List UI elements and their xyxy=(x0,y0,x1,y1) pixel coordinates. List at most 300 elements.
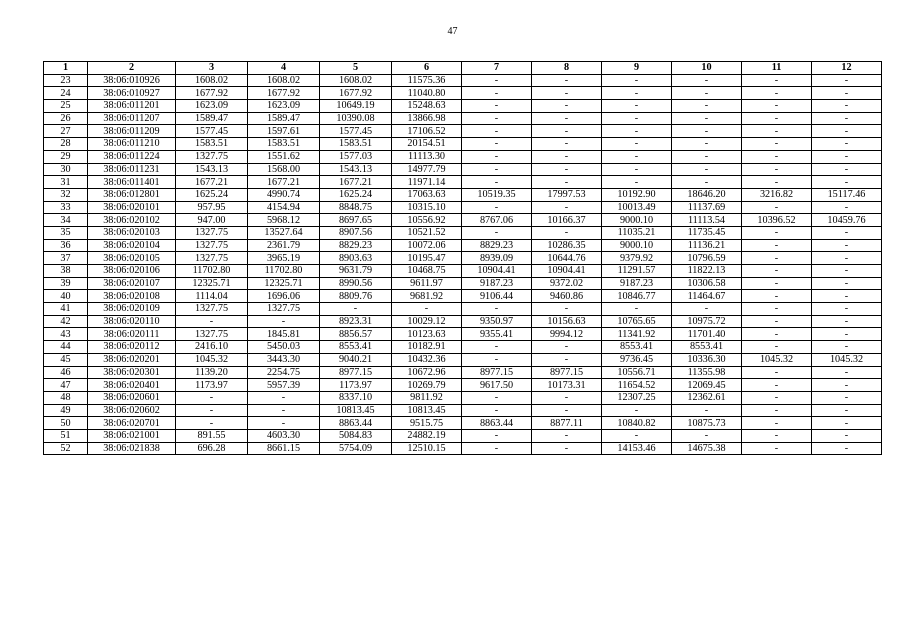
table-cell: 13527.64 xyxy=(248,226,320,239)
table-cell: 10840.82 xyxy=(602,417,672,430)
table-cell: - xyxy=(742,226,812,239)
table-row xyxy=(44,163,882,176)
table-cell: - xyxy=(462,125,532,138)
table-cell: - xyxy=(812,87,882,100)
table-cell: 4990.74 xyxy=(248,188,320,201)
table-cell: 10390.08 xyxy=(320,112,392,125)
table-cell: - xyxy=(742,328,812,341)
table-cell: 5968.12 xyxy=(248,214,320,227)
table-cell: 1551.62 xyxy=(248,150,320,163)
table-cell: 10029.12 xyxy=(392,315,462,328)
table-cell: 1583.51 xyxy=(320,138,392,151)
table-cell: - xyxy=(602,163,672,176)
table-cell: 1608.02 xyxy=(176,74,248,87)
table-cell: - xyxy=(742,265,812,278)
table-cell: 10269.79 xyxy=(392,379,462,392)
table-cell: 9040.21 xyxy=(320,353,392,366)
table-cell: 10556.71 xyxy=(602,366,672,379)
table-cell: 38:06:020108 xyxy=(88,290,176,303)
table-cell: 9000.10 xyxy=(602,214,672,227)
table-cell: 34 xyxy=(44,214,88,227)
table-cell: 3216.82 xyxy=(742,188,812,201)
table-cell: 9994.12 xyxy=(532,328,602,341)
table-cell: 12325.71 xyxy=(176,277,248,290)
table-cell: - xyxy=(462,442,532,455)
table-row xyxy=(44,239,882,252)
table-cell: - xyxy=(602,125,672,138)
table-cell: 8553.41 xyxy=(320,341,392,354)
table-cell: 10644.76 xyxy=(532,252,602,265)
table-cell: 10846.77 xyxy=(602,290,672,303)
table-cell: 11291.57 xyxy=(602,265,672,278)
table-cell: 11137.69 xyxy=(672,201,742,214)
table-cell: - xyxy=(602,404,672,417)
table-cell: 38:06:020107 xyxy=(88,277,176,290)
table-cell: 14153.46 xyxy=(602,442,672,455)
table-cell: 11464.67 xyxy=(672,290,742,303)
table-cell: 5957.39 xyxy=(248,379,320,392)
table-cell: - xyxy=(532,138,602,151)
table-cell: - xyxy=(812,442,882,455)
table-cell: 10556.92 xyxy=(392,214,462,227)
table-cell: 1173.97 xyxy=(320,379,392,392)
table-cell: 1045.32 xyxy=(176,353,248,366)
table-row xyxy=(44,125,882,138)
table-cell: 33 xyxy=(44,201,88,214)
table-cell: 10796.59 xyxy=(672,252,742,265)
column-header: 3 xyxy=(176,62,248,75)
table-cell: - xyxy=(532,100,602,113)
table-cell: 15248.63 xyxy=(392,100,462,113)
table-cell: - xyxy=(742,315,812,328)
table-cell: - xyxy=(602,138,672,151)
column-header: 4 xyxy=(248,62,320,75)
table-cell: 11822.13 xyxy=(672,265,742,278)
table-cell: 1696.06 xyxy=(248,290,320,303)
table-cell: 8977.15 xyxy=(320,366,392,379)
table-cell: 1173.97 xyxy=(176,379,248,392)
table-cell: 957.95 xyxy=(176,201,248,214)
table-cell: 10013.49 xyxy=(602,201,672,214)
table-cell: - xyxy=(812,277,882,290)
table-cell: 1589.47 xyxy=(248,112,320,125)
table-cell: - xyxy=(672,163,742,176)
table-cell: - xyxy=(532,163,602,176)
table-cell: - xyxy=(672,74,742,87)
table-cell: - xyxy=(462,163,532,176)
table-cell: 8661.15 xyxy=(248,442,320,455)
table-cell: 38 xyxy=(44,265,88,278)
table-cell: 38:06:020112 xyxy=(88,341,176,354)
table-cell: 11971.14 xyxy=(392,176,462,189)
table-cell: 1677.92 xyxy=(176,87,248,100)
table-row xyxy=(44,138,882,151)
table-cell: 38:06:020111 xyxy=(88,328,176,341)
table-cell: 1583.51 xyxy=(176,138,248,151)
table-cell: 8863.44 xyxy=(462,417,532,430)
table-cell: 10156.63 xyxy=(532,315,602,328)
column-header: 8 xyxy=(532,62,602,75)
table-cell: 10813.45 xyxy=(320,404,392,417)
table-cell: 8903.63 xyxy=(320,252,392,265)
table-cell: 10765.65 xyxy=(602,315,672,328)
table-cell: - xyxy=(672,112,742,125)
table-cell: - xyxy=(812,239,882,252)
table-cell: - xyxy=(742,138,812,151)
table-row xyxy=(44,417,882,430)
table-cell: 9000.10 xyxy=(602,239,672,252)
table-cell: 14977.79 xyxy=(392,163,462,176)
table-cell: 12362.61 xyxy=(672,391,742,404)
table-row xyxy=(44,201,882,214)
table-cell: - xyxy=(602,303,672,316)
table-cell: 11136.21 xyxy=(672,239,742,252)
table-cell: - xyxy=(602,112,672,125)
table-row xyxy=(44,379,882,392)
table-cell: 10336.30 xyxy=(672,353,742,366)
table-cell: 9617.50 xyxy=(462,379,532,392)
table-cell: 38:06:020103 xyxy=(88,226,176,239)
table-row xyxy=(44,303,882,316)
table-cell: 14675.38 xyxy=(672,442,742,455)
table-cell: 1583.51 xyxy=(248,138,320,151)
table-cell: 11341.92 xyxy=(602,328,672,341)
table-cell: - xyxy=(812,379,882,392)
table-cell: - xyxy=(812,176,882,189)
table-cell: - xyxy=(742,125,812,138)
table-cell: - xyxy=(532,150,602,163)
table-cell: 8977.15 xyxy=(462,366,532,379)
table-cell: 8977.15 xyxy=(532,366,602,379)
table-row xyxy=(44,391,882,404)
table-cell: - xyxy=(532,429,602,442)
table-cell: 29 xyxy=(44,150,88,163)
table-cell: 1045.32 xyxy=(812,353,882,366)
table-cell: - xyxy=(742,163,812,176)
table-cell: 10173.31 xyxy=(532,379,602,392)
table-cell: 1677.92 xyxy=(248,87,320,100)
table-cell: 1677.21 xyxy=(248,176,320,189)
table-row xyxy=(44,366,882,379)
table-cell: - xyxy=(812,125,882,138)
table-cell: - xyxy=(392,303,462,316)
table-cell: - xyxy=(462,176,532,189)
table-cell: 2361.79 xyxy=(248,239,320,252)
table-cell: 11040.80 xyxy=(392,87,462,100)
table-row xyxy=(44,442,882,455)
table-cell: 32 xyxy=(44,188,88,201)
table-cell: 38:06:020110 xyxy=(88,315,176,328)
table-cell: 50 xyxy=(44,417,88,430)
table-row xyxy=(44,188,882,201)
table-cell: 11702.80 xyxy=(248,265,320,278)
table-row xyxy=(44,277,882,290)
table-cell: 47 xyxy=(44,379,88,392)
table-cell: 9355.41 xyxy=(462,328,532,341)
table-cell: 51 xyxy=(44,429,88,442)
table-cell: 10192.90 xyxy=(602,188,672,201)
table-cell: 8697.65 xyxy=(320,214,392,227)
table-cell: 41 xyxy=(44,303,88,316)
table-cell: 4603.30 xyxy=(248,429,320,442)
table-cell: 10072.06 xyxy=(392,239,462,252)
table-cell: 11575.36 xyxy=(392,74,462,87)
table-cell: 43 xyxy=(44,328,88,341)
table-cell: - xyxy=(532,391,602,404)
table-cell: 10396.52 xyxy=(742,214,812,227)
table-cell: - xyxy=(742,74,812,87)
table-cell: - xyxy=(742,417,812,430)
table-cell: - xyxy=(672,150,742,163)
table-row xyxy=(44,404,882,417)
table-cell: 11735.45 xyxy=(672,226,742,239)
table-cell: 1327.75 xyxy=(176,328,248,341)
table-cell: 9611.97 xyxy=(392,277,462,290)
table-cell: - xyxy=(812,112,882,125)
table-cell: 9379.92 xyxy=(602,252,672,265)
table-cell: 10286.35 xyxy=(532,239,602,252)
table-cell: 38:06:010927 xyxy=(88,87,176,100)
table-cell: - xyxy=(742,404,812,417)
table-cell: - xyxy=(602,87,672,100)
column-header: 6 xyxy=(392,62,462,75)
table-cell: - xyxy=(672,138,742,151)
table-cell: 38:06:011210 xyxy=(88,138,176,151)
table-cell: 46 xyxy=(44,366,88,379)
table-cell: - xyxy=(742,176,812,189)
table-cell: - xyxy=(532,353,602,366)
table-cell: - xyxy=(742,290,812,303)
table-cell: 9372.02 xyxy=(532,277,602,290)
table-cell: 891.55 xyxy=(176,429,248,442)
table-cell: - xyxy=(532,74,602,87)
table-cell: 39 xyxy=(44,277,88,290)
table-cell: 10432.36 xyxy=(392,353,462,366)
table-cell: 1845.81 xyxy=(248,328,320,341)
table-cell: - xyxy=(812,303,882,316)
table-cell: 35 xyxy=(44,226,88,239)
table-cell: - xyxy=(742,442,812,455)
table-cell: 38:06:020101 xyxy=(88,201,176,214)
table-cell: - xyxy=(532,442,602,455)
table-cell: 10182.91 xyxy=(392,341,462,354)
table-cell: 2254.75 xyxy=(248,366,320,379)
table-cell: 8553.41 xyxy=(602,341,672,354)
table-cell: 8809.76 xyxy=(320,290,392,303)
table-row xyxy=(44,150,882,163)
table-cell: 2416.10 xyxy=(176,341,248,354)
table-cell: 38:06:020602 xyxy=(88,404,176,417)
table-cell: 25 xyxy=(44,100,88,113)
table-row xyxy=(44,265,882,278)
table-cell: - xyxy=(462,74,532,87)
table-cell: - xyxy=(532,112,602,125)
table-cell: 1623.09 xyxy=(248,100,320,113)
table-cell: - xyxy=(672,303,742,316)
table-cell: - xyxy=(812,265,882,278)
table-cell: 1543.13 xyxy=(176,163,248,176)
table-cell: 40 xyxy=(44,290,88,303)
column-header: 7 xyxy=(462,62,532,75)
table-cell: 1327.75 xyxy=(176,239,248,252)
table-cell: 24882.19 xyxy=(392,429,462,442)
table-cell: 1568.00 xyxy=(248,163,320,176)
table-cell: - xyxy=(812,366,882,379)
table-cell: 11701.40 xyxy=(672,328,742,341)
table-cell: 10166.37 xyxy=(532,214,602,227)
table-row xyxy=(44,353,882,366)
table-cell: 1327.75 xyxy=(176,150,248,163)
column-header: 1 xyxy=(44,62,88,75)
table-cell: 1577.45 xyxy=(176,125,248,138)
table-cell: 10195.47 xyxy=(392,252,462,265)
table-cell: - xyxy=(742,252,812,265)
table-cell: 20154.51 xyxy=(392,138,462,151)
table-cell: 24 xyxy=(44,87,88,100)
table-cell: - xyxy=(532,87,602,100)
table-cell: 10306.58 xyxy=(672,277,742,290)
table-cell: 38:06:020104 xyxy=(88,239,176,252)
table-cell: 15117.46 xyxy=(812,188,882,201)
table-row xyxy=(44,328,882,341)
table-cell: - xyxy=(812,429,882,442)
table-cell: - xyxy=(812,100,882,113)
table-cell: 1625.24 xyxy=(320,188,392,201)
column-header: 9 xyxy=(602,62,672,75)
table-cell: - xyxy=(462,303,532,316)
table-cell: - xyxy=(742,100,812,113)
table-cell: - xyxy=(742,391,812,404)
table-cell: 10468.75 xyxy=(392,265,462,278)
table-cell: - xyxy=(462,112,532,125)
table-cell: - xyxy=(742,112,812,125)
table-cell: 9811.92 xyxy=(392,391,462,404)
table-cell: - xyxy=(602,100,672,113)
table-cell: 1625.24 xyxy=(176,188,248,201)
table-cell: - xyxy=(812,328,882,341)
table-cell: 12307.25 xyxy=(602,391,672,404)
table-cell: - xyxy=(812,341,882,354)
table-cell: 12325.71 xyxy=(248,277,320,290)
table-cell: 3965.19 xyxy=(248,252,320,265)
table-cell: 26 xyxy=(44,112,88,125)
table-cell: 11355.98 xyxy=(672,366,742,379)
table-cell: 9187.23 xyxy=(462,277,532,290)
table-cell: 10315.10 xyxy=(392,201,462,214)
table-cell: 1577.45 xyxy=(320,125,392,138)
table-cell: 11654.52 xyxy=(602,379,672,392)
table-cell: - xyxy=(462,353,532,366)
table-body xyxy=(44,74,882,455)
column-header: 2 xyxy=(88,62,176,75)
table-cell: 38:06:020301 xyxy=(88,366,176,379)
table-cell: - xyxy=(532,404,602,417)
table-cell: - xyxy=(672,429,742,442)
table-cell: - xyxy=(532,125,602,138)
table-cell: - xyxy=(812,315,882,328)
table-cell: - xyxy=(742,303,812,316)
table-cell: - xyxy=(602,150,672,163)
table-cell: 38:06:020109 xyxy=(88,303,176,316)
table-cell: 9350.97 xyxy=(462,315,532,328)
table-cell: 1139.20 xyxy=(176,366,248,379)
table-row xyxy=(44,290,882,303)
table-cell: - xyxy=(532,341,602,354)
table-cell: 30 xyxy=(44,163,88,176)
table-cell: 17997.53 xyxy=(532,188,602,201)
table-cell: 10649.19 xyxy=(320,100,392,113)
table-cell: 38:06:020105 xyxy=(88,252,176,265)
table-cell: 38:06:020701 xyxy=(88,417,176,430)
table-cell: - xyxy=(532,201,602,214)
table-cell: 31 xyxy=(44,176,88,189)
table-cell: 18646.20 xyxy=(672,188,742,201)
table-cell: 38:06:020601 xyxy=(88,391,176,404)
table-cell: 48 xyxy=(44,391,88,404)
table-cell: - xyxy=(176,404,248,417)
table-cell: - xyxy=(812,138,882,151)
table-cell: - xyxy=(176,417,248,430)
table-cell: 37 xyxy=(44,252,88,265)
table-cell: 10519.35 xyxy=(462,188,532,201)
table-cell: 38:06:011231 xyxy=(88,163,176,176)
table-cell: 38:06:020102 xyxy=(88,214,176,227)
table-cell: - xyxy=(248,404,320,417)
table-cell: 8923.31 xyxy=(320,315,392,328)
table-cell: 10975.72 xyxy=(672,315,742,328)
table-cell: 4154.94 xyxy=(248,201,320,214)
table-cell: 38:06:020106 xyxy=(88,265,176,278)
table-cell: 1677.21 xyxy=(176,176,248,189)
table-cell: 38:06:011224 xyxy=(88,150,176,163)
table-cell: 23 xyxy=(44,74,88,87)
table-cell: - xyxy=(320,303,392,316)
table-cell: 1114.04 xyxy=(176,290,248,303)
table-row xyxy=(44,74,882,87)
table-cell: 10904.41 xyxy=(532,265,602,278)
table-cell: - xyxy=(462,150,532,163)
table-cell: 8553.41 xyxy=(672,341,742,354)
table-cell: 696.28 xyxy=(176,442,248,455)
table-cell: 11113.54 xyxy=(672,214,742,227)
table-cell: - xyxy=(532,303,602,316)
table-cell: 38:06:011201 xyxy=(88,100,176,113)
table-cell: 5084.83 xyxy=(320,429,392,442)
table-cell: 10904.41 xyxy=(462,265,532,278)
table-cell: 45 xyxy=(44,353,88,366)
table-cell: 38:06:020401 xyxy=(88,379,176,392)
table-cell: 38:06:020201 xyxy=(88,353,176,366)
table-cell: - xyxy=(812,226,882,239)
table-cell: - xyxy=(176,315,248,328)
table-cell: - xyxy=(742,366,812,379)
table-row xyxy=(44,214,882,227)
table-cell: 9681.92 xyxy=(392,290,462,303)
table-row xyxy=(44,226,882,239)
table-cell: - xyxy=(742,429,812,442)
table-cell: 17106.52 xyxy=(392,125,462,138)
table-cell: - xyxy=(248,417,320,430)
table-cell: - xyxy=(812,74,882,87)
table-row xyxy=(44,252,882,265)
table-cell: - xyxy=(812,150,882,163)
table-cell: 5450.03 xyxy=(248,341,320,354)
table-cell: 8856.57 xyxy=(320,328,392,341)
table-cell: - xyxy=(602,429,672,442)
table-cell: 38:06:011401 xyxy=(88,176,176,189)
table-cell: 11035.21 xyxy=(602,226,672,239)
table-cell: 13866.98 xyxy=(392,112,462,125)
